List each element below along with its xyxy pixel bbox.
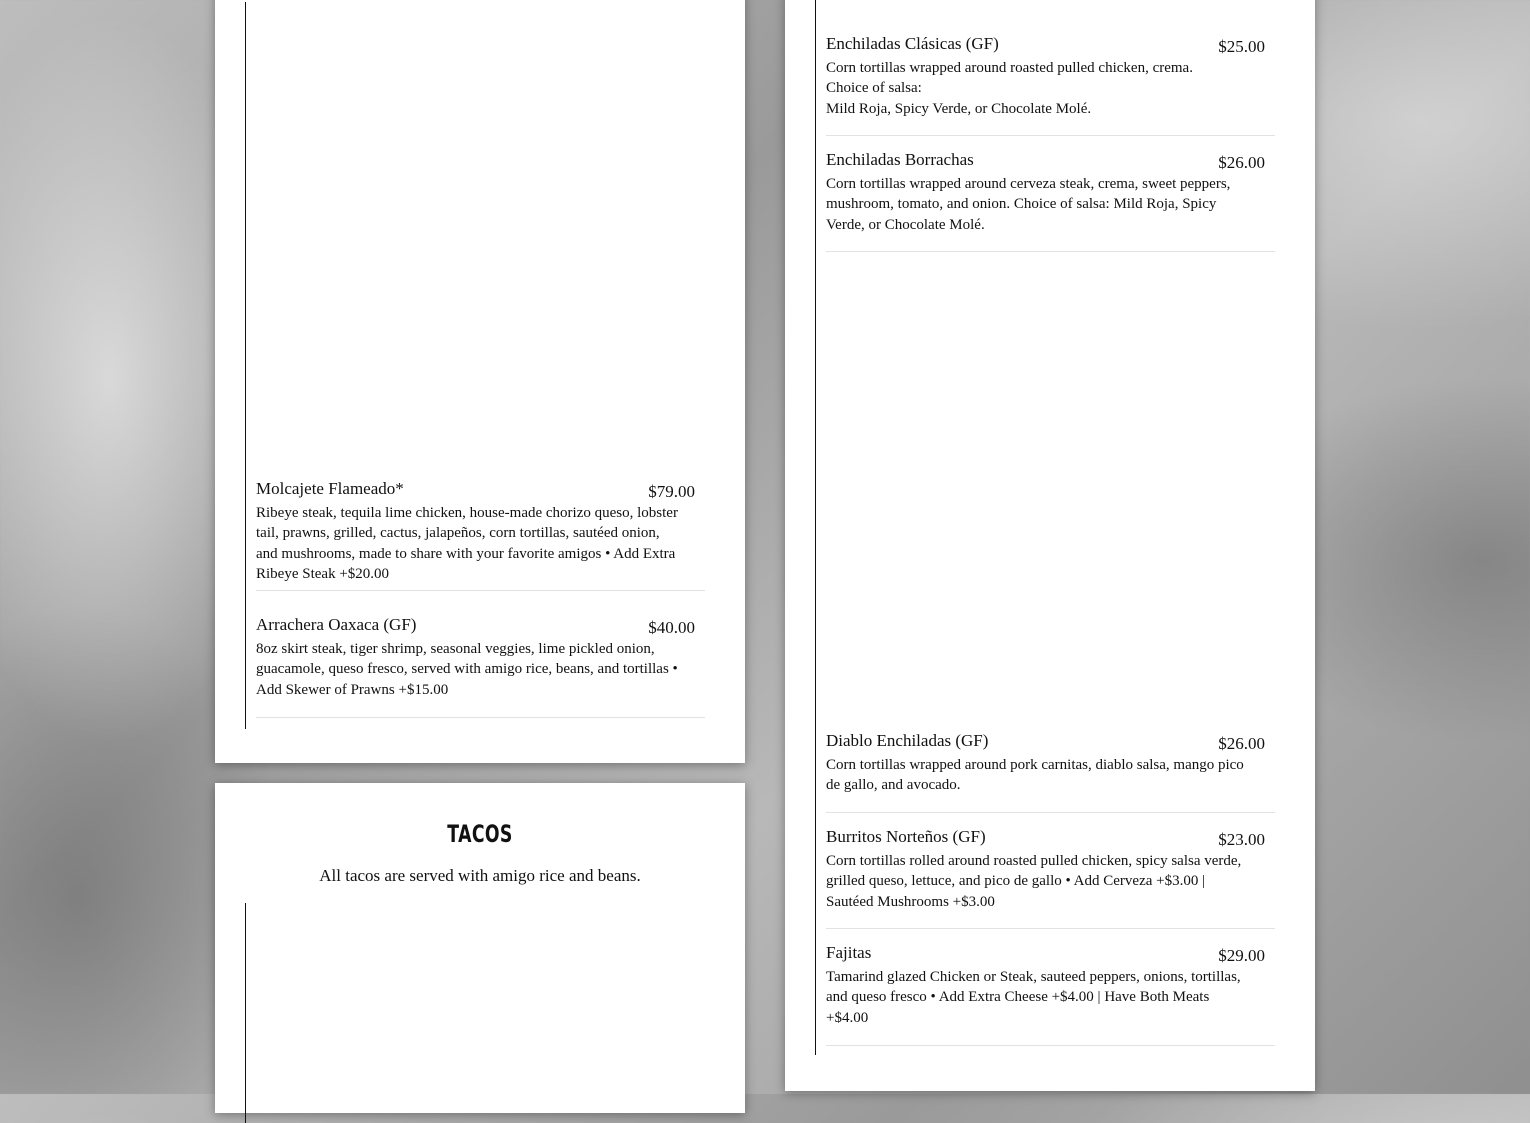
section-subtitle: All tacos are served with amigo rice and beans. <box>319 866 641 885</box>
menu-item-name: Fajitas <box>826 943 872 962</box>
menu-item-name: Diablo Enchiladas (GF) <box>826 731 989 750</box>
menu-item-name: Molcajete Flameado* <box>256 479 404 498</box>
menu-card-left-top <box>215 0 745 763</box>
menu-item-description: 8oz skirt steak, tiger shrimp, seasonal veggies, lime pickled onion, guacamole, queso fresco, served with amigo rice, beans, and tortillas • Add Skewer of Prawns +$15.00 <box>256 641 678 698</box>
menu-item-name: Burritos Norteños (GF) <box>826 827 986 846</box>
description-line: Corn tortillas wrapped around roasted pulled chicken, crema. <box>826 60 1193 76</box>
menu-item-price: $26.00 <box>1218 734 1265 753</box>
description-line: Mild Roja, Spicy Verde, or Chocolate Molé. <box>826 100 1092 117</box>
description-line: Choice of salsa: <box>826 80 922 97</box>
menu-card-tacos <box>215 783 745 1113</box>
menu-item-price: $26.00 <box>1218 153 1265 172</box>
menu-item <box>826 827 1275 929</box>
menu-item-name: Enchiladas Clásicas (GF) <box>826 34 999 53</box>
menu-item <box>256 615 705 718</box>
menu-item-description: Ribeye steak, tequila lime chicken, house-made chorizo queso, lobster tail, prawns, grilled, cactus, jalapeños, corn tortillas, sautéed onion, and mushrooms, made to share with your favorite amigos • Add Extra Ribeye Steak +$20.00 <box>256 505 678 582</box>
menu-item-name: Enchiladas Borrachas <box>826 150 974 169</box>
menu-card-right <box>785 0 1315 1091</box>
menu-item-price: $40.00 <box>648 618 695 637</box>
menu-item-description: Tamarind glazed Chicken or Steak, sauteed peppers, onions, tortillas, and queso fresco • Add Extra Cheese +$4.00 | Have Both Meats +$4.00 <box>826 969 1241 1026</box>
menu-item-price: $23.00 <box>1218 830 1265 849</box>
column-divider-line <box>815 0 816 1055</box>
column-divider-line <box>245 2 246 729</box>
menu-item-description: Corn tortillas rolled around roasted pulled chicken, spicy salsa verde, grilled queso, lettuce, and pico de gallo • Add Cerveza +$3.00 | Sautéed Mushrooms +$3.00 <box>826 853 1242 910</box>
menu-item-description <box>826 58 1266 119</box>
column-divider-line <box>245 903 246 1123</box>
menu-item <box>826 731 1275 813</box>
menu-item-price: $79.00 <box>648 482 695 501</box>
menu-item <box>826 34 1275 136</box>
menu-item-description: Corn tortillas wrapped around cerveza steak, crema, sweet peppers, mushroom, tomato, and onion. Choice of salsa: Mild Roja, Spicy Verde, or Chocolate Molé. <box>826 176 1231 233</box>
menu-item <box>256 479 705 591</box>
menu-item <box>826 150 1275 252</box>
menu-item-price: $29.00 <box>1218 946 1265 965</box>
menu-item-price: $25.00 <box>1218 37 1265 56</box>
menu-item <box>826 943 1275 1046</box>
section-title: TACOS <box>447 820 513 848</box>
menu-item-description: Corn tortillas wrapped around pork carnitas, diablo salsa, mango pico de gallo, and avocado. <box>826 757 1244 794</box>
menu-item-name: Arrachera Oaxaca (GF) <box>256 615 417 634</box>
